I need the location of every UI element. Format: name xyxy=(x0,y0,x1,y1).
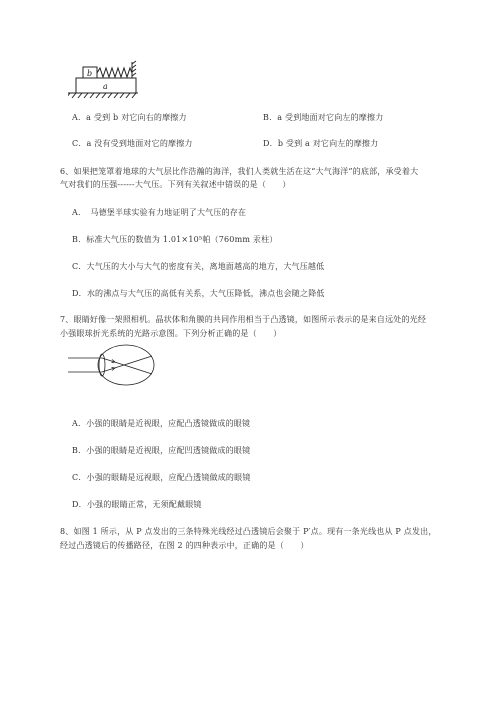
q6-option-d: D．水的沸点与大气压的高低有关系，大气压降低，沸点也会随之降低 xyxy=(72,289,325,298)
q5-option-d: D．b 受到 a 对它向左的摩擦力 xyxy=(263,139,379,148)
q8-stem-line1: 8、如图 1 所示，从 P 点发出的三条特殊光线经过凸透镜后会聚于 P′点。现有一条光线也从 P 点发出， xyxy=(60,527,437,536)
q5-option-c: C．a 没有受到地面对它的摩擦力 xyxy=(72,139,193,148)
q5-option-a: A．a 受到 b 对它向右的摩擦力 xyxy=(72,113,187,122)
block-spring-figure xyxy=(68,58,140,100)
q7-stem-line1: 7、眼睛好像一架照相机。晶状体和角膜的共同作用相当于凸透镜，如图所示表示的是来自远处的光经 xyxy=(60,315,427,324)
q6-stem-line1: 6、如果把笼罩着地球的大气层比作浩瀚的海洋，我们人类就生活在这“大气海洋”的底部，承受着大 xyxy=(60,167,419,176)
q7-option-a: A．小强的眼睛是近视眼，应配凸透镜做成的眼镜 xyxy=(72,419,251,428)
q6-option-a: A． 马德堡半球实验有力地证明了大气压的存在 xyxy=(72,208,247,217)
eyeball xyxy=(98,345,154,385)
block-a-label: a xyxy=(103,82,108,91)
q6-stem-line2: 气对我们的压强------大气压。下列有关叙述中错误的是（ ） xyxy=(60,180,291,189)
ground-hatch xyxy=(68,93,136,98)
q5-option-b: B．a 受到地面对它向左的摩擦力 xyxy=(263,113,384,122)
q7-option-d: D．小强的眼睛正常，无须配戴眼镜 xyxy=(72,500,202,509)
q7-option-b: B．小强的眼睛是近视眼，应配凹透镜做成的眼镜 xyxy=(72,446,251,455)
q8-stem-line2: 经过凸透镜后的传播路径，在图 2 的四种表示中，正确的是（ ） xyxy=(60,541,309,550)
eye-lens xyxy=(99,354,105,376)
q6-option-b: B．标准大气压的数值为 1.01×10⁵帕（760mm 汞柱） xyxy=(72,235,278,244)
spring xyxy=(97,68,132,77)
q7-stem-line2: 小强眼球折光系统的光路示意图。下列分析正确的是（ ） xyxy=(60,329,282,338)
q6-option-c: C．大气压的大小与大气的密度有关，离地面越高的地方，大气压越低 xyxy=(72,262,325,271)
q7-option-c: C．小强的眼睛是远视眼，应配凸透镜做成的眼镜 xyxy=(72,473,251,482)
eye-lightpath-figure xyxy=(68,343,158,389)
block-b-label: b xyxy=(87,69,93,78)
